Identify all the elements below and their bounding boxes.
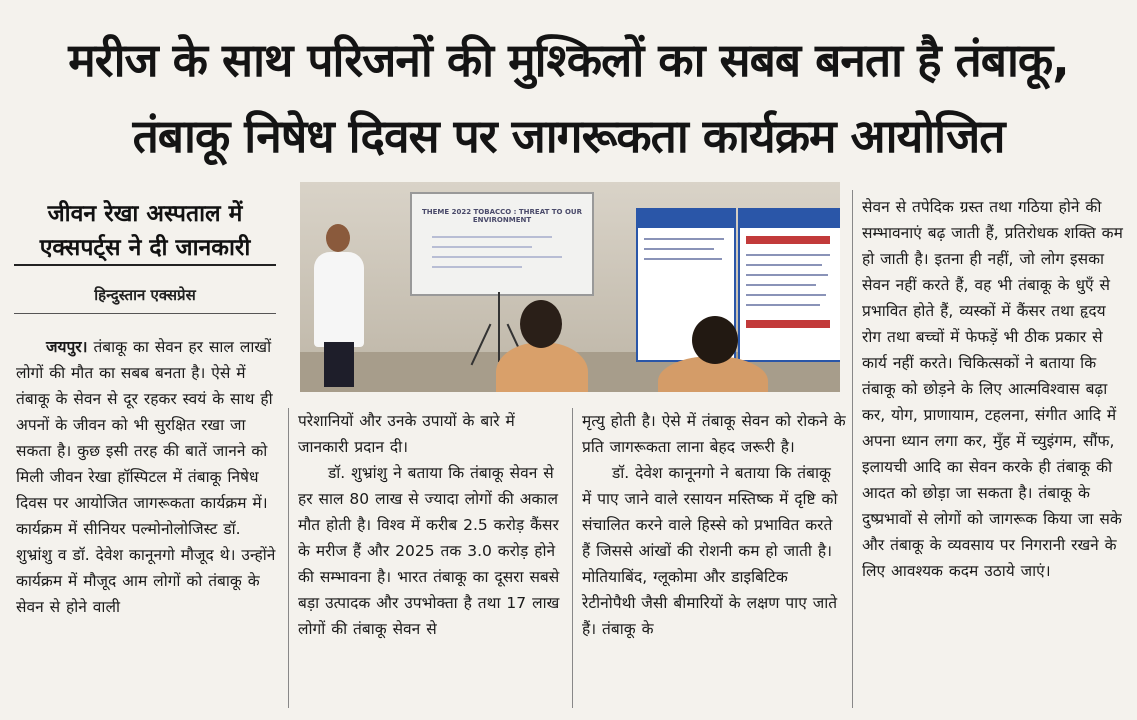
banner-text-line: [644, 248, 714, 250]
banner-text-line: [644, 238, 724, 240]
headline-line-2: तंबाकू निषेध दिवस पर जागरूकता कार्यक्रम आयोजित: [132, 109, 1005, 163]
subheadline-line-2: एक्सपर्ट्स ने दी जानकारी: [14, 232, 276, 266]
article-paragraph: मृत्यु होती है। ऐसे में तंबाकू सेवन को रोकने के प्रति जागरूकता लाना बेहद जरूरी है।: [582, 412, 846, 456]
event-photo: [300, 182, 840, 392]
banner-header: [740, 210, 840, 228]
headline-line-1: मरीज के साथ परिजनों की मुश्किलों का सबब बनता है तंबाकू,: [68, 33, 1069, 87]
banner-text-line: [746, 254, 830, 256]
column-divider: [288, 408, 289, 708]
screen-line: [432, 236, 552, 238]
banner-text-line: [746, 304, 820, 306]
banner-text-line: [746, 264, 822, 266]
screen-line: [432, 256, 562, 258]
article-paragraph: सेवन से तपेदिक ग्रस्त तथा गठिया होने की सम्भावनाएं बढ़ जाती हैं, प्रतिरोधक शक्ति कम हो जाती है। इतना ही नहीं, जो लोग इसका सेवन नहीं करते हैं, वह भी तंबाकू के धुएँ से प्रभावित होते हैं, व्यस्कों में कैंसर तथा हृदय रोग तथा बच्चों में फेफड़ें भी ठीक प्रकार से कार्य नहीं करते। चिकित्सकों ने बताया कि तंबाकू को छोड़ने के लिए आत्मविश्वास बढ़ा कर, योग, प्राणायाम, टहलना, संगीत आदि में अपना ध्यान लगा कर, मुँह में च्युइंगम, सौंफ, इलायची आदि का सेवन करके ही तंबाकू की आदत को छोड़ा जा सकता है। तंबाकू के दुष्प्रभावों से लोगों को जागरूक किया जा सके और तंबाकू के व्यवसाय पर निगरानी रखने के लिए आवश्यक कदम उठाये जाएं।: [862, 198, 1123, 580]
article-paragraph: डॉ. शुभ्रांशु ने बताया कि तंबाकू सेवन से हर साल 80 लाख से ज्यादा लोगों की अकाल मौत होती है। विश्व में करीब 2.5 करोड़ कैंसर के मरीज हैं और 2025 तक 3.0 करोड़ होने की सम्भावना है। भारत तंबाकू का दूसरा सबसे बड़ा उत्पादक और उपभोक्ता है तथा 17 लाख लोगों की तंबाकू सेवन से: [298, 464, 560, 638]
article-column-1: [16, 334, 278, 620]
doctor-legs: [324, 342, 354, 387]
banner-header: [638, 210, 734, 228]
banner-text-line: [644, 258, 722, 260]
doctor-coat: [314, 252, 364, 347]
dateline: जयपुर।: [46, 338, 88, 356]
attendee-head: [520, 300, 562, 348]
banner-text-line: [746, 284, 816, 286]
article-column-3: [582, 408, 846, 642]
column-divider: [572, 408, 573, 708]
info-banner: [738, 208, 840, 362]
banner-text-line: [746, 294, 826, 296]
banner-text-line: [746, 274, 828, 276]
article-column-2: [298, 408, 564, 642]
doctor-head: [326, 224, 350, 252]
attendee-head: [692, 316, 738, 364]
screen-line: [432, 246, 532, 248]
subheadline-line-1: जीवन रेखा अस्पताल में: [47, 201, 243, 227]
screen-line: [432, 266, 522, 268]
byline: हिन्दुस्तान एक्सप्रेस: [14, 285, 276, 314]
screen-title: THEME 2022 TOBACCO : THREAT TO OUR ENVIRONMENT: [422, 208, 582, 224]
article-paragraph: डॉ. देवेश कानूनगो ने बताया कि तंबाकू में पाए जाने वाले रसायन मस्तिष्क में दृष्टि को संचालित करने वाले हिस्से को प्रभावित करते हैं जिससे आंखों की रोशनी कम हो जाती है। मोतियाबिंद, ग्लूकोमा और डाइबिटिक रेटीनोपैथी जैसी बीमारियों के लक्षण पाए जाते हैं। तंबाकू के: [582, 464, 838, 638]
banner-red-strip: [746, 320, 830, 328]
article-paragraph: परेशानियों और उनके उपायों के बारे में जानकारी प्रदान दी।: [298, 412, 515, 456]
column-divider: [852, 190, 853, 708]
projection-screen: [410, 192, 594, 296]
projector-stand: [498, 292, 500, 362]
article-column-4: [862, 194, 1124, 584]
banner-red-strip: [746, 236, 830, 244]
article-text: तंबाकू का सेवन हर साल लाखों लोगों की मौत का सबब बनता है। ऐसे में तंबाकू के सेवन से दूर रहकर स्वयं के साथ ही अपनों के जीवन को भी सुरक्षित रखा जा सकता है। कुछ इसी तरह की बातें जानने को मिली जीवन रेखा हॉस्पिटल में तंबाकू निषेध दिवस पर आयोजित जागरूकता कार्यक्रम में। कार्यक्रम में सीनियर पल्मोनोलोजिस्ट डॉ. शुभ्रांशु व डॉ. देवेश कानूनगो मौजूद थे। उन्होंने कार्यक्रम में मौजूद आम लोगों को तंबाकू के सेवन से होने वाली: [16, 338, 276, 616]
